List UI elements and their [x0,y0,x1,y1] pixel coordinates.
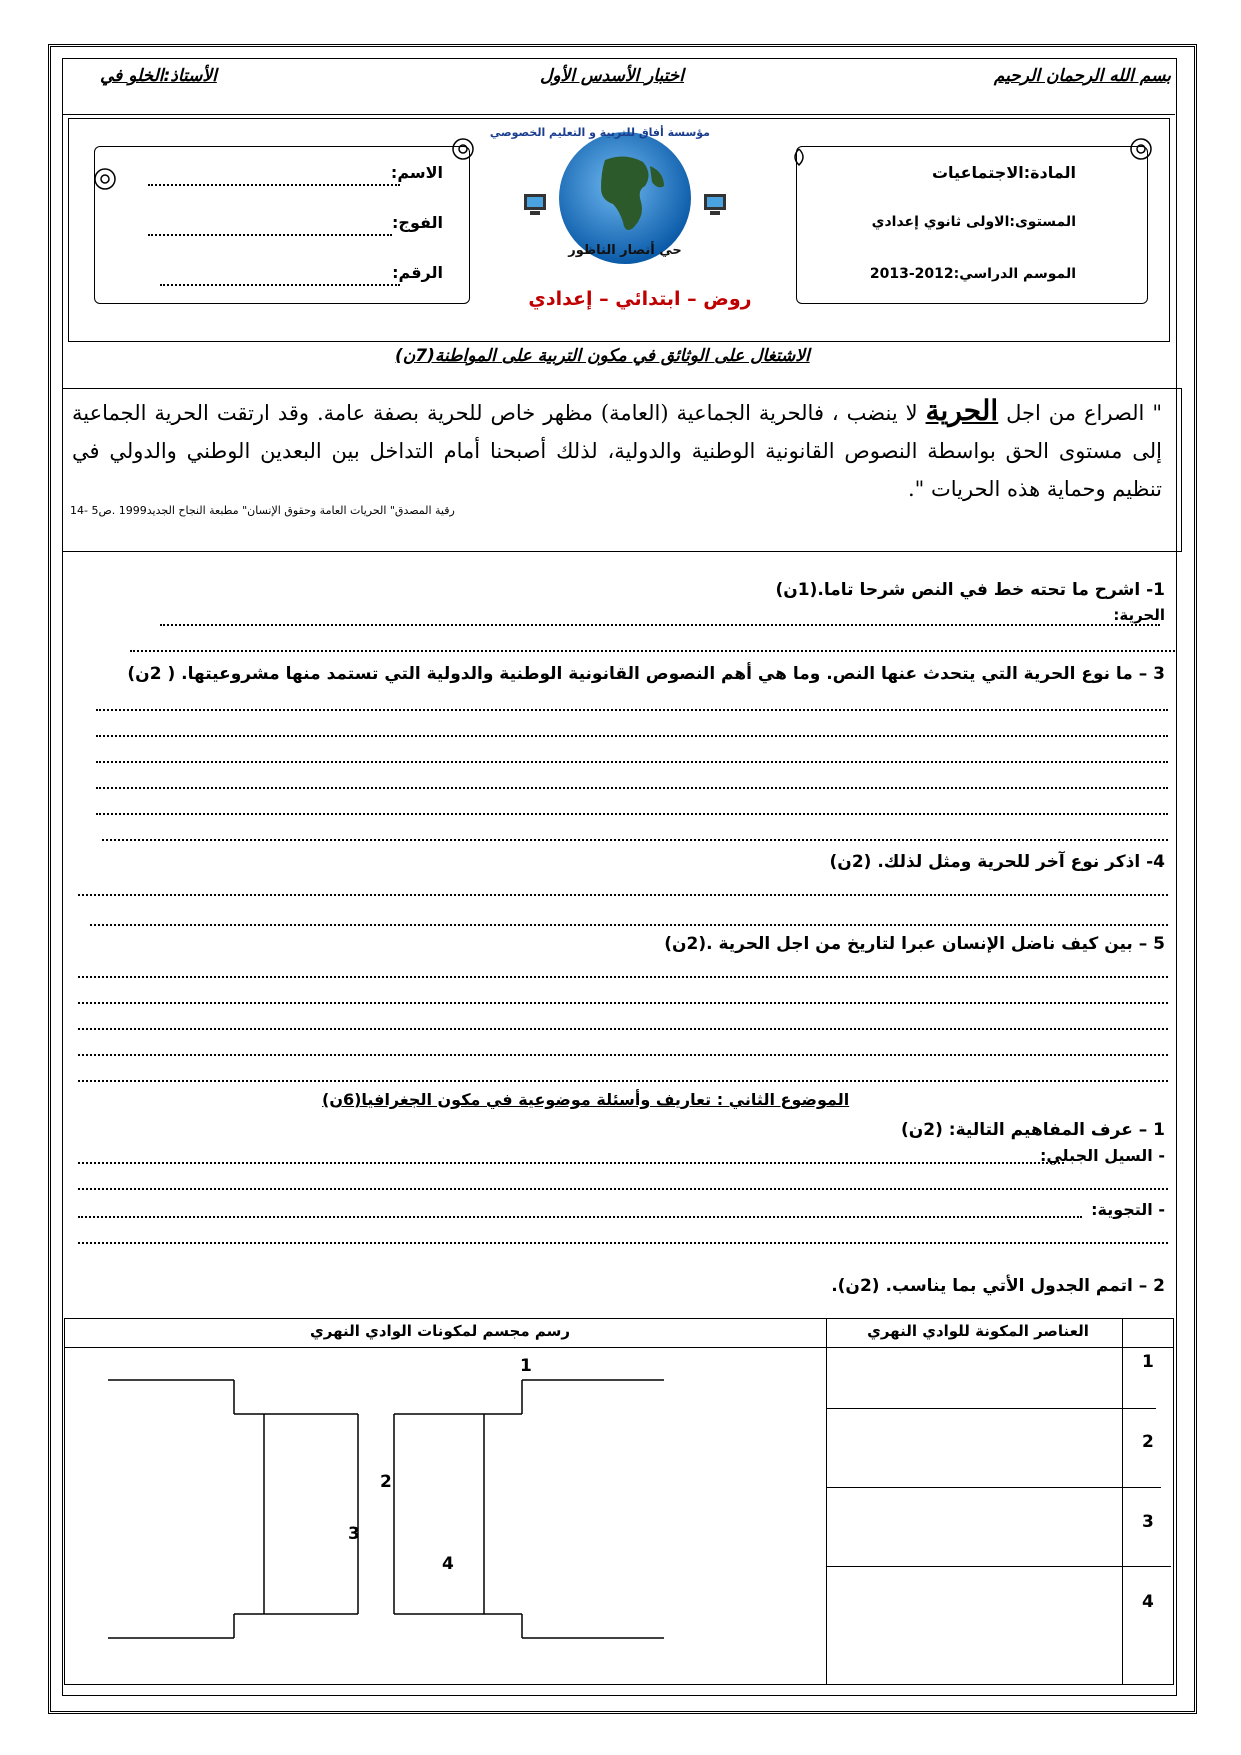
answer-cell[interactable] [830,1648,1120,1680]
answer-line[interactable] [90,924,1168,926]
season-label: الموسم الدراسي:2012-2013 [869,266,1076,282]
answer-cell[interactable] [830,1491,1120,1563]
answer-line[interactable] [78,1242,1168,1244]
subject-label: المادة:الاجتماعيات [931,163,1076,182]
answer-line[interactable] [78,1002,1168,1004]
question-1: 1- اشرح ما تحته خط في النص شرحا تاما.(1ن) [775,580,1165,600]
answer-line[interactable] [78,1054,1168,1056]
answer-cell[interactable] [830,1412,1120,1484]
number-field[interactable] [160,284,400,286]
scroll-curl-icon [789,137,829,317]
document-quote-rest: لا ينضب ، فالحرية الجماعية (العامة) مظهر خاص للحرية بصفة عامة. وقد ارتقت الحرية الجماعية إلى مستوى الحق بواسطة النصوص القانونية الوطنية والدولية، لذلك أصبحنا أمام التداخل بين البعدين الوطني والدولي في تنظيم وحماية هذه الحريات ". [72,401,1162,501]
answer-line[interactable] [96,813,1168,815]
number-label: الرقم: [392,263,443,282]
answer-line[interactable] [96,735,1168,737]
answer-line[interactable] [102,839,1168,841]
scroll-roll-icon [85,159,125,199]
term-weathering: - التجوية: [1091,1200,1165,1219]
diagram-label-1: 1 [520,1356,532,1376]
scroll-roll-icon [1121,129,1161,169]
section1-title: الاشتغال على الوثائق في مكون التربية على المواطنة(7ن) [395,346,810,366]
table-row-divider [826,1487,1161,1488]
document-source: رقية المصدق" الحريات العامة وحقوق الإنسان" مطبعة النجاح الجديد1999 .ص5 -14 [70,504,455,517]
diagram-label-4: 4 [442,1554,454,1574]
river-valley-diagram [64,1348,824,1682]
answer-line[interactable] [78,1216,1082,1218]
name-label: الاسم: [390,163,443,182]
logo-bottom-text: حي أنصار الناظور [568,243,682,258]
table-column-divider [826,1318,827,1684]
table-row-divider [826,1566,1171,1567]
row-number: 2 [1142,1432,1154,1452]
header-divider [63,114,1175,115]
answer-line[interactable] [78,976,1168,978]
column-header-drawing: رسم مجسم لمكونات الوادي النهري [310,1322,570,1340]
answer-line[interactable] [78,894,1168,896]
answer-cell[interactable] [830,1570,1120,1642]
group-field[interactable] [148,234,392,236]
teacher-name: الأستاذ:الخلو في [100,66,217,86]
table-column-divider [1122,1318,1123,1684]
name-field[interactable] [148,184,400,186]
geo-question-2: 2 – اتمم الجدول الأتي بما يناسب. (2ن). [831,1276,1165,1296]
scroll-roll-icon [443,129,483,169]
row-number: 1 [1142,1352,1154,1372]
level-label: المستوى:الاولى ثانوي إعدادي [871,214,1076,230]
document-quote-start: " الصراع من اجل [998,401,1162,425]
section2-title: الموضوع الثاني : تعاريف وأسئلة موضوعية في مكون الجغرافيا(6ن) [322,1090,850,1109]
answer-line[interactable] [96,709,1168,711]
answer-line[interactable] [78,1028,1168,1030]
basmala: بسم الله الرحمان الرحيم [993,66,1171,86]
row-number: 4 [1142,1592,1154,1612]
exam-title: اختبار الأسدس الأول [540,66,685,86]
term-mountain-torrent: - السيل الجبلي: [1039,1146,1165,1165]
school-logo [489,120,740,310]
question-1-term: الحرية: [1113,606,1165,624]
table-row-divider [826,1408,1156,1409]
question-5: 5 – بين كيف ناضل الإنسان عبرا لتاريخ من اجل الحرية .(2ن) [664,934,1165,954]
valley-outline [108,1380,664,1638]
question-4: 4- اذكر نوع آخر للحرية ومثل لذلك. (2ن) [829,852,1165,872]
diagram-label-2: 2 [380,1472,392,1492]
geo-question-1: 1 – عرف المفاهيم التالية: (2ن) [900,1120,1165,1140]
answer-line[interactable] [78,1080,1168,1082]
question-3: 3 – ما نوع الحرية التي يتحدث عنها النص. وما هي أهم النصوص القانونية الوطنية والدولية التي تستمد منها مشروعيتها. ( 2ن) [127,664,1165,684]
school-levels: روض – ابتدائي – إعدادي [528,288,752,310]
answer-line[interactable] [78,1162,1064,1164]
diagram-label-3: 3 [348,1524,360,1544]
underlined-term-freedom: الحرية [925,394,999,427]
logo-arc-text: مؤسسة أفاق للتربية و التعليم الخصوصي [489,126,710,139]
answer-line[interactable] [160,624,1160,626]
answer-line[interactable] [130,650,1175,652]
row-number: 3 [1142,1512,1154,1532]
answer-line[interactable] [96,761,1168,763]
answer-line[interactable] [78,1188,1168,1190]
group-label: الفوج: [392,213,443,232]
answer-line[interactable] [96,787,1168,789]
document-text [72,392,1162,508]
column-header-elements: العناصر المكونة للوادي النهري [867,1322,1089,1340]
